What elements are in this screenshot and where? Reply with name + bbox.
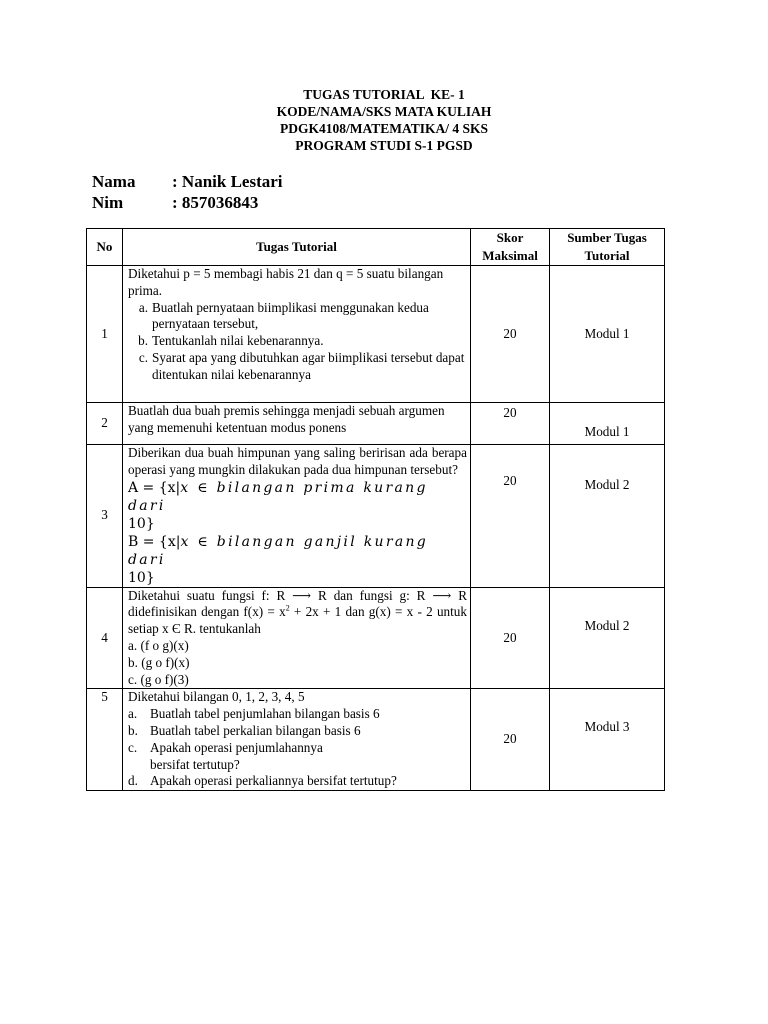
- task-intro: Diketahui p = 5 membagi habis 21 dan q = 5 suatu bilangan prima.: [128, 266, 444, 298]
- set-b-prefix: B = {x|: [128, 533, 181, 550]
- header-tugas: Tugas Tutorial: [123, 229, 471, 266]
- header-program: PROGRAM STUDI S-1 PGSD: [295, 138, 473, 153]
- list-item: [128, 740, 467, 774]
- list-item: [128, 350, 467, 384]
- table-row: [87, 403, 665, 445]
- name-value: : Nanik Lestari: [172, 172, 283, 191]
- header-course-code: PDGK4108/MATEMATIKA/ 4 SKS: [279, 121, 488, 136]
- list-text: Buatlah tabel penjumlahan bilangan basis 6: [150, 706, 380, 722]
- header-sumber-line2: Tutorial: [584, 248, 630, 263]
- list-text: Tentukanlah nilai kebenarannya.: [152, 333, 324, 349]
- task-cell: [123, 689, 471, 791]
- task-cell: [123, 403, 471, 445]
- row-number: 3: [87, 445, 123, 588]
- name-row: [92, 171, 283, 192]
- list-item: [128, 333, 467, 350]
- exponent: 2: [285, 604, 290, 613]
- source-cell: Modul 3: [550, 689, 665, 791]
- list-item: b. (g o f)(x): [128, 654, 190, 670]
- task-intro-part1: Diketahui suatu fungsi f: R ⟶ R dan fungsi g: R ⟶ R didefinisikan dengan f(x) = x: [128, 587, 467, 620]
- score-cell: 20: [471, 403, 550, 445]
- table-row: [87, 587, 665, 689]
- row-number: 4: [87, 587, 123, 689]
- nim-label: Nim: [92, 193, 124, 212]
- list-item: [128, 300, 467, 334]
- header-title: TUGAS TUTORIAL KE- 1: [303, 87, 465, 102]
- list-marker: b.: [138, 333, 148, 349]
- header-skor: [471, 229, 550, 266]
- source-cell: Modul 2: [550, 587, 665, 689]
- table-row: [87, 689, 665, 791]
- header-skor-line1: Skor: [496, 230, 524, 245]
- list-text: Buatlah tabel perkalian bilangan basis 6: [150, 722, 361, 738]
- list-text: Syarat apa yang dibutuhkan agar biimplikasi tersebut dapat ditentukan nilai kebenarannya: [152, 349, 465, 382]
- set-b-end: 10}: [128, 569, 155, 586]
- header-sumber-line1: Sumber Tugas: [567, 230, 647, 245]
- list-item: [128, 723, 467, 740]
- row-number: 1: [87, 266, 123, 403]
- nim-value: : 857036843: [172, 193, 259, 212]
- nim-row: [92, 192, 283, 213]
- set-b-body: x ∈ bilangan ganjil kurang dari: [128, 533, 429, 568]
- table-row: [87, 266, 665, 403]
- task-table: [86, 228, 665, 791]
- set-a-prefix: A = {x|: [128, 479, 181, 496]
- list-marker: c.: [128, 739, 138, 755]
- task-cell: [123, 445, 471, 588]
- list-text: Apakah operasi penjumlahannya bersifat tertutup?: [150, 739, 323, 772]
- student-identity: [92, 171, 283, 213]
- list-marker: d.: [128, 773, 138, 789]
- set-a-definition: [128, 479, 467, 533]
- score-cell: 20: [471, 445, 550, 588]
- score-cell: 20: [471, 689, 550, 791]
- task-intro-part2: + 2x + 1 dan g(x) = x - 2 untuk setiap x Є R. tentukanlah: [128, 604, 467, 637]
- task-intro: Diketahui bilangan 0, 1, 2, 3, 4, 5: [128, 689, 305, 705]
- list-marker: a.: [138, 299, 148, 315]
- source-cell: Modul 1: [550, 403, 665, 445]
- list-marker: b.: [128, 722, 138, 738]
- list-text: Apakah operasi perkaliannya bersifat tertutup?: [150, 773, 397, 789]
- score-cell: 20: [471, 587, 550, 689]
- row-number: 5: [87, 689, 123, 791]
- set-a-body: x ∈ bilangan prima kurang dari: [128, 479, 428, 514]
- name-label: Nama: [92, 172, 136, 191]
- document-header: [0, 86, 768, 154]
- header-course-label: KODE/NAMA/SKS MATA KULIAH: [276, 104, 492, 119]
- list-item: a. (f o g)(x): [128, 637, 189, 653]
- score-cell: 20: [471, 266, 550, 403]
- header-no: No: [87, 229, 123, 266]
- list-item: [128, 706, 467, 723]
- set-a-end: 10}: [128, 515, 155, 532]
- list-item: c. (g o f)(3): [128, 671, 189, 687]
- task-cell: [123, 266, 471, 403]
- source-cell: Modul 1: [550, 266, 665, 403]
- list-text: Buatlah pernyataan biimplikasi menggunakan kedua pernyataan tersebut,: [152, 299, 429, 332]
- row-number: 2: [87, 403, 123, 445]
- set-b-definition: [128, 533, 467, 587]
- task-cell: [123, 587, 471, 689]
- task-intro: Diberikan dua buah himpunan yang saling beririsan ada berapa operasi yang mungkin dilakukan pada dua himpunan tersebut?: [128, 445, 467, 477]
- list-marker: a.: [128, 706, 138, 722]
- task-intro: Buatlah dua buah premis sehingga menjadi sebuah argumen yang memenuhi ketentuan modus ponens: [128, 403, 445, 435]
- task-intro: [128, 588, 467, 638]
- table-header-row: [87, 229, 665, 266]
- header-sumber: [550, 229, 665, 266]
- header-skor-line2: Maksimal: [482, 248, 538, 263]
- table-row: [87, 445, 665, 588]
- list-item: [128, 773, 467, 790]
- source-cell: Modul 2: [550, 445, 665, 588]
- list-marker: c.: [138, 349, 148, 365]
